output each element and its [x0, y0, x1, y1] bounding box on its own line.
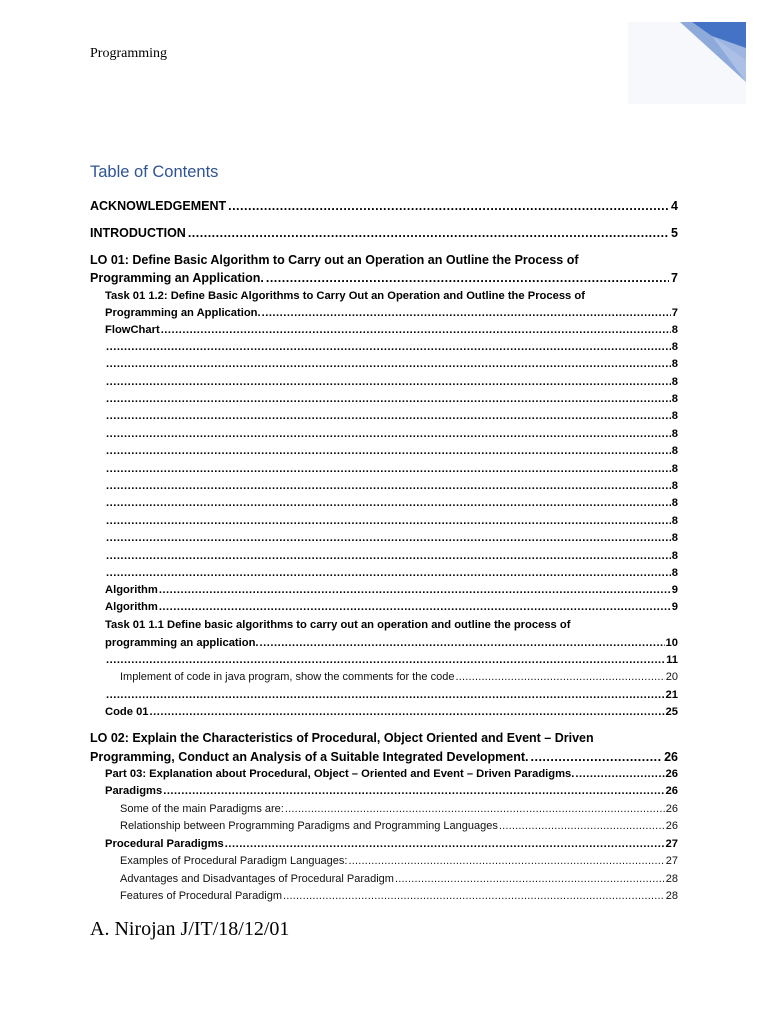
- toc-entry[interactable]: ..... 8: [105, 376, 678, 388]
- toc-entry[interactable]: ..... 8: [105, 410, 678, 422]
- toc-entry-line: LO 01: Define Basic Algorithm to Carry out an Operation an Outline the Process of: [90, 253, 579, 267]
- toc-entry[interactable]: ..... 8: [105, 497, 678, 509]
- toc-entry[interactable]: ..... 11: [105, 654, 678, 666]
- toc-entry[interactable]: Procedural Paradigms ..... 27: [105, 838, 678, 850]
- toc-entry[interactable]: Code 01 ..... 25: [105, 706, 678, 718]
- toc-title: Table of Contents: [90, 163, 219, 181]
- toc-entry[interactable]: Programming an Application. ..... 7: [105, 307, 678, 319]
- toc-entry[interactable]: Advantages and Disadvantages of Procedural Paradigm ..... 28: [120, 873, 678, 885]
- toc-entry[interactable]: Algorithm ..... 9: [105, 584, 678, 596]
- toc-entry[interactable]: ..... 8: [105, 393, 678, 405]
- page-header: Programming: [90, 46, 167, 61]
- toc-entry[interactable]: ..... 8: [105, 567, 678, 579]
- toc-entry[interactable]: Programming an Application. ..... 7: [90, 271, 678, 285]
- toc-entry[interactable]: INTRODUCTION ..... 5: [90, 226, 678, 240]
- toc-entry-line: Task 01 1.1 Define basic algorithms to carry out an operation and outline the process of: [105, 619, 571, 631]
- toc-entry[interactable]: ..... 8: [105, 480, 678, 492]
- toc-entry[interactable]: ..... 8: [105, 515, 678, 527]
- toc-entry[interactable]: ACKNOWLEDGEMENT ..... 4: [90, 199, 678, 213]
- toc-entry[interactable]: ..... 8: [105, 463, 678, 475]
- toc-entry[interactable]: Part 03: Explanation about Procedural, Object – Oriented and Event – Driven Paradigms. ..... 26: [105, 768, 678, 780]
- toc-entry[interactable]: ..... 21: [105, 689, 678, 701]
- toc-entry[interactable]: Some of the main Paradigms are: ..... 26: [120, 803, 678, 815]
- toc-entry[interactable]: Algorithm ..... 9: [105, 601, 678, 613]
- toc-entry-line: LO 02: Explain the Characteristics of Procedural, Object Oriented and Event – Driven: [90, 731, 594, 745]
- toc-entry[interactable]: Programming, Conduct an Analysis of a Suitable Integrated Development. ..... 26: [90, 750, 678, 764]
- toc-entry[interactable]: ..... 8: [105, 428, 678, 440]
- toc-entry[interactable]: Paradigms ..... 26: [105, 785, 678, 797]
- toc-entry[interactable]: Features of Procedural Paradigm ..... 28: [120, 890, 678, 902]
- toc-entry[interactable]: ..... 8: [105, 358, 678, 370]
- toc-entry[interactable]: programming an application. ..... 10: [105, 637, 678, 649]
- page-footer: A. Nirojan J/IT/18/12/01: [90, 918, 290, 940]
- toc-entry[interactable]: ..... 8: [105, 445, 678, 457]
- toc-entry-line: Task 01 1.2: Define Basic Algorithms to Carry Out an Operation and Outline the Process of: [105, 290, 585, 302]
- toc-entry[interactable]: FlowChart ..... 8: [105, 324, 678, 336]
- toc-entry[interactable]: ..... 8: [105, 532, 678, 544]
- toc-entry[interactable]: ..... 8: [105, 550, 678, 562]
- toc-entry[interactable]: ..... 8: [105, 341, 678, 353]
- toc-entry[interactable]: Relationship between Programming Paradigms and Programming Languages ..... 26: [120, 820, 678, 832]
- corner-decoration: [628, 22, 746, 104]
- toc-entry[interactable]: Examples of Procedural Paradigm Languages: ..... 27: [120, 855, 678, 867]
- toc-entry[interactable]: Implement of code in java program, show the comments for the code ..... 20: [120, 671, 678, 683]
